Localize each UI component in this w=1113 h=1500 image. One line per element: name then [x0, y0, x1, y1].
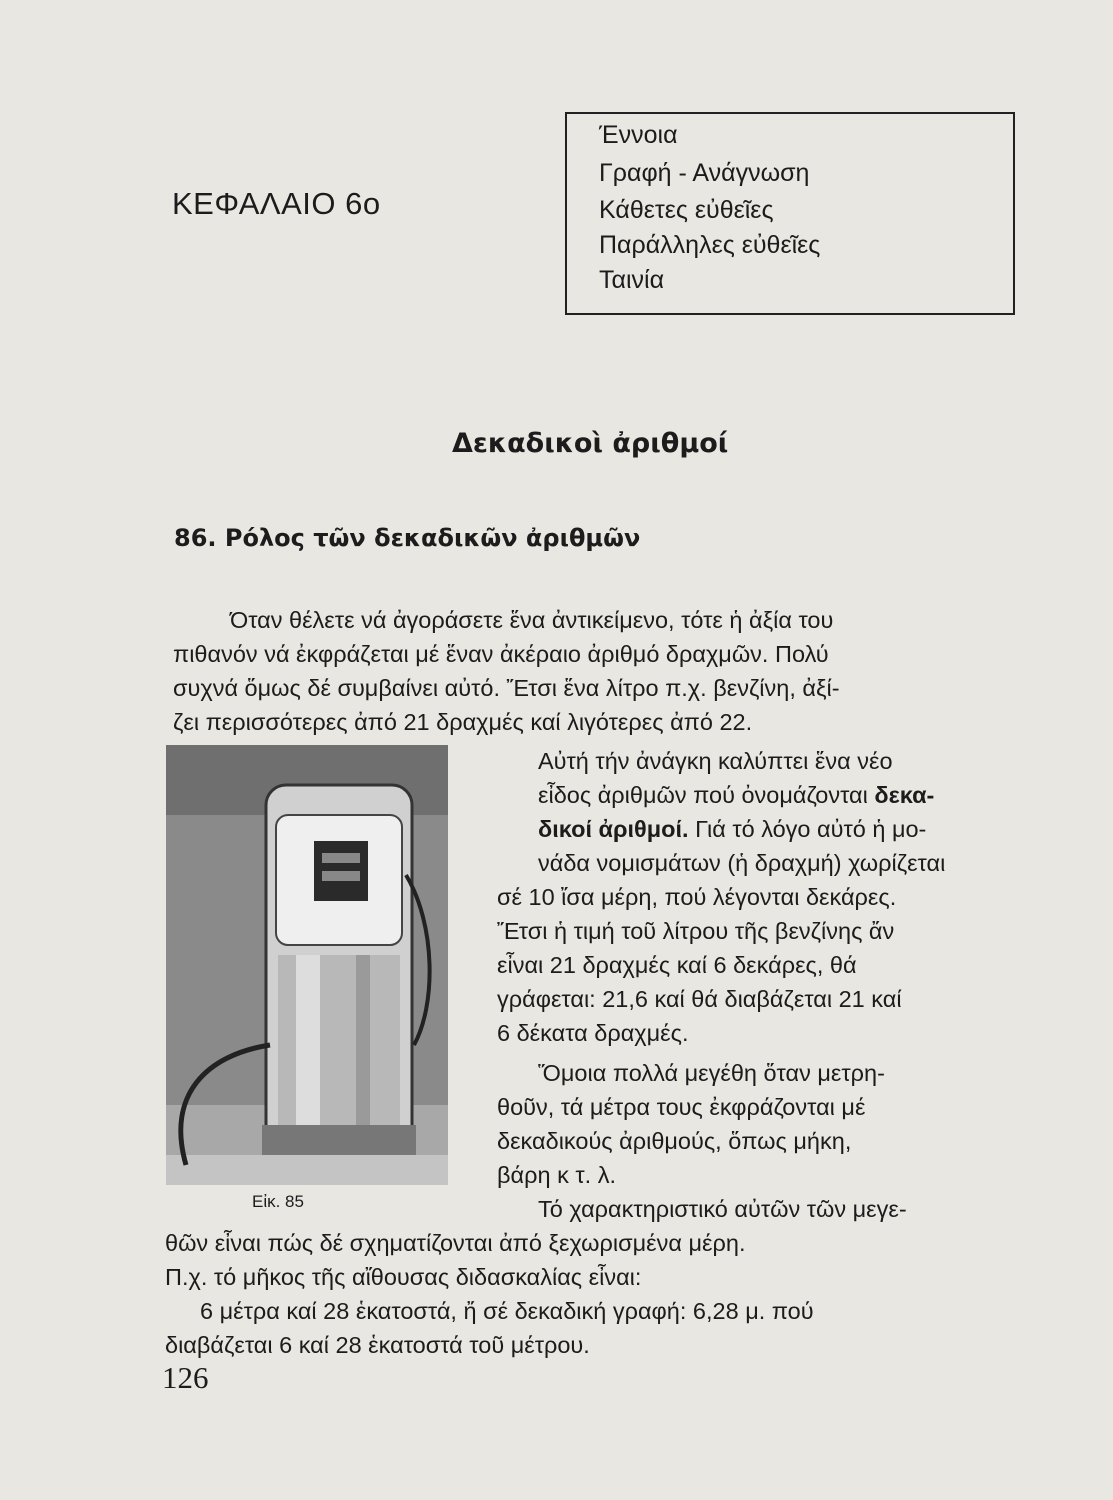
text-line: νάδα νομισμάτων (ἡ δραχμή) χωρίζεται	[538, 850, 946, 876]
text-fragment: Γιά τό λόγο αὐτό ἡ μο-	[695, 816, 927, 842]
concepts-box	[565, 112, 1015, 315]
term-highlight: δικοί ἀριθμοί.	[538, 816, 689, 842]
text-line: δεκαδικούς ἀριθμούς, ὅπως μήκη,	[497, 1128, 852, 1154]
text-line: 6 μέτρα καί 28 ἑκατοστά, ἤ σέ δεκαδική γραφή: 6,28 μ. πού	[200, 1298, 814, 1324]
text-line: Π.χ. τό μῆκος τῆς αἴθουσας διδασκαλίας εἶναι:	[165, 1264, 642, 1290]
concepts-heading: Έννοια	[599, 121, 678, 149]
text-line: 6 δέκατα δραχμές.	[497, 1020, 689, 1046]
section-title: Δεκαδικοὶ ἀριθμοί	[452, 428, 729, 459]
page-number: 126	[162, 1360, 209, 1395]
chapter-heading: ΚΕΦΑΛΑΙΟ 6ο	[172, 186, 381, 221]
text-line: ζει περισσότερες ἀπό 21 δραχμές καί λιγότερες ἀπό 22.	[173, 709, 753, 735]
figure-caption: Εἰκ. 85	[252, 1192, 304, 1211]
text-line: διαβάζεται 6 καί 28 ἑκατοστά τοῦ μέτρου.	[165, 1332, 590, 1358]
text-line: πιθανόν νά ἐκφράζεται μέ ἕναν ἀκέραιο ἀριθμό δραχμῶν. Πολύ	[173, 641, 829, 667]
concept-item: Κάθετες εὐθεῖες	[599, 196, 774, 224]
subsection-title: 86. Ρόλος τῶν δεκαδικῶν ἀριθμῶν	[174, 524, 641, 552]
text-line: συχνά ὅμως δέ συμβαίνει αὐτό. Ἔτσι ἕνα λίτρο π.χ. βενζίνη, ἀξί-	[173, 675, 840, 701]
text-line: Αὐτή τήν ἀνάγκη καλύπτει ἕνα νέο	[538, 748, 893, 774]
text-line	[538, 779, 934, 811]
text-line: θοῦν, τά μέτρα τους ἐκφράζονται μέ	[497, 1094, 866, 1120]
term-highlight: δεκα-	[874, 782, 935, 808]
text-line: Όταν θέλετε νά ἀγοράσετε ἕνα ἀντικείμενο, τότε ἡ ἀξία του	[230, 607, 834, 633]
text-line: σέ 10 ἴσα μέρη, πού λέγονται δεκάρες.	[497, 884, 897, 910]
text-line: θῶν εἶναι πώς δέ σχηματίζονται ἀπό ξεχωρισμένα μέρη.	[165, 1230, 746, 1256]
concept-item: Γραφή - Ανάγνωση	[599, 159, 810, 187]
text-line: Τό χαρακτηριστικό αὐτῶν τῶν μεγε-	[538, 1196, 907, 1222]
fuel-pump-photo	[166, 745, 448, 1185]
concept-item: Παράλληλες εὐθεῖες	[599, 231, 821, 259]
text-line: Ἔτσι ἡ τιμή τοῦ λίτρου τῆς βενζίνης ἄν	[497, 918, 895, 944]
text-fragment: εἶδος ἀριθμῶν πού ὀνομάζονται	[538, 782, 868, 808]
text-line: εἶναι 21 δραχμές καί 6 δεκάρες, θά	[497, 952, 857, 978]
text-line: βάρη κ τ. λ.	[497, 1162, 616, 1188]
concept-item: Ταινία	[599, 266, 665, 294]
text-line	[538, 813, 926, 845]
text-line: γράφεται: 21,6 καί θά διαβάζεται 21 καί	[497, 986, 902, 1012]
text-line: Ὅμοια πολλά μεγέθη ὅταν μετρη-	[538, 1060, 885, 1086]
